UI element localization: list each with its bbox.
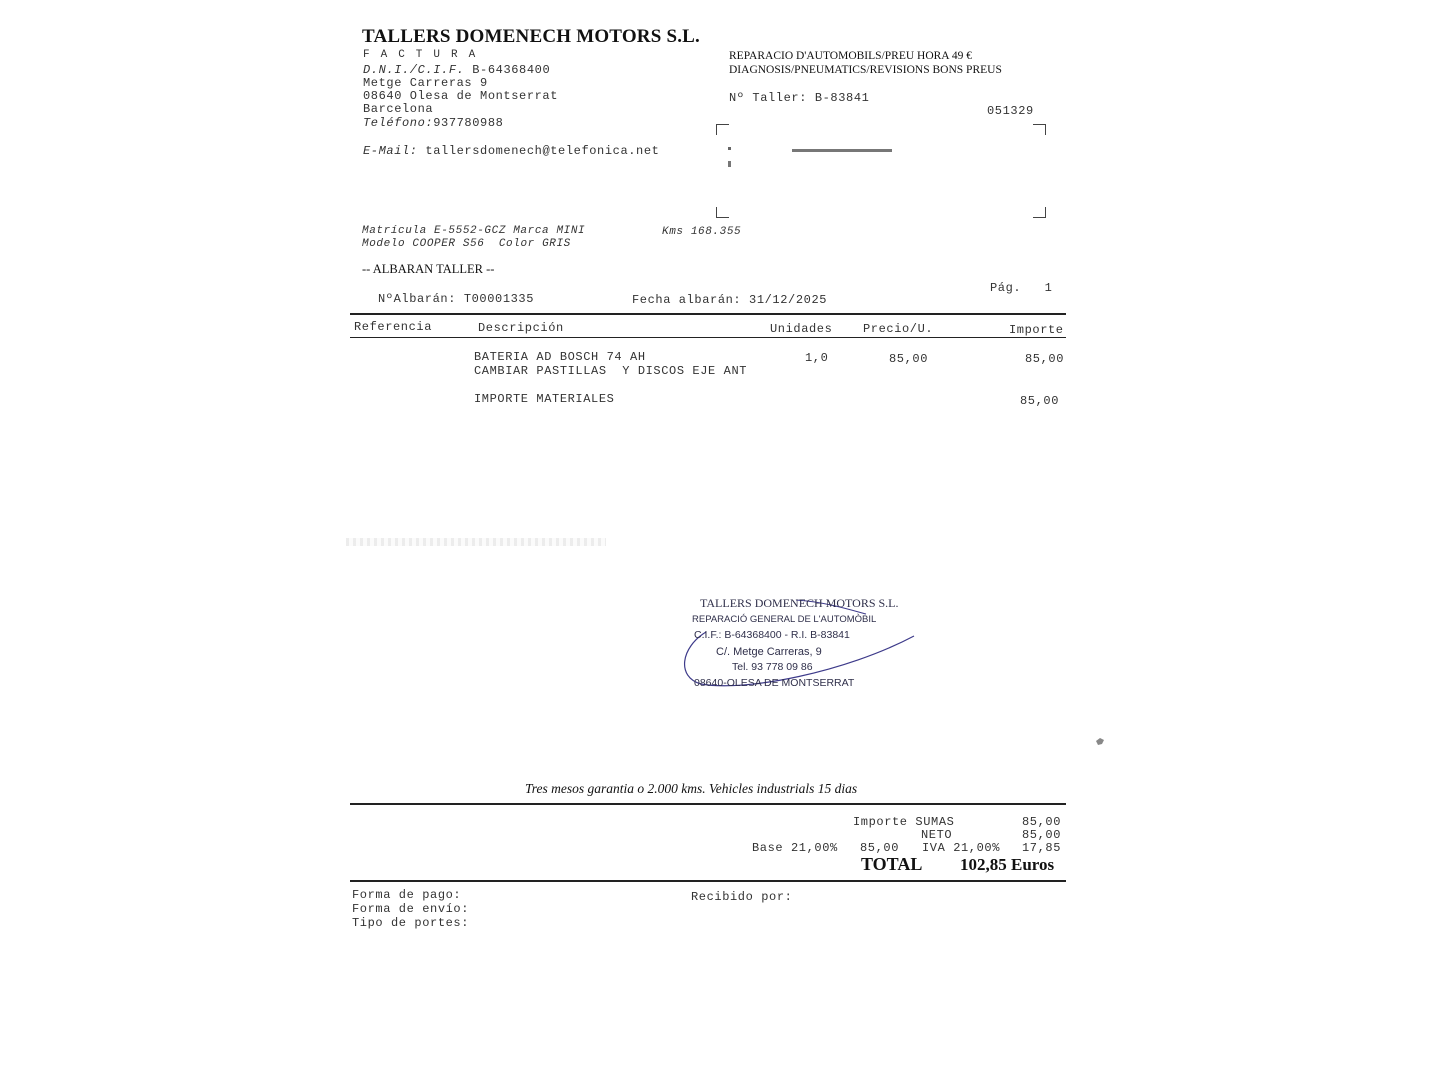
total-label: TOTAL bbox=[861, 854, 923, 874]
brand-label: Marca bbox=[513, 225, 550, 237]
model-label: Modelo bbox=[362, 238, 406, 250]
table-header-rule bbox=[350, 337, 1066, 338]
totals-bottom-rule bbox=[350, 880, 1066, 882]
base-value: 85,00 bbox=[860, 841, 900, 855]
row-precio: 85,00 bbox=[889, 352, 929, 366]
stamp-line-5: Tel. 93 778 09 86 bbox=[732, 661, 813, 673]
col-header-precio: Precio/U. bbox=[863, 322, 934, 336]
iva-label: IVA 21,00% bbox=[922, 841, 1001, 855]
color-value: GRIS bbox=[542, 238, 571, 250]
recibido-label: Recibido por: bbox=[691, 890, 793, 904]
total-value: 102,85 Euros bbox=[960, 855, 1055, 874]
iva-value: 17,85 bbox=[1022, 841, 1062, 855]
company-name: TALLERS DOMENECH MOTORS S.L. bbox=[362, 26, 700, 47]
document-type: FACTURA bbox=[363, 49, 487, 61]
kms-value: 168.355 bbox=[690, 226, 742, 238]
phone-label: Teléfono: bbox=[363, 116, 434, 130]
page-label: Pág. bbox=[990, 281, 1022, 295]
address-line-1: Metge Carreras 9 bbox=[363, 76, 488, 90]
base-label: Base 21,00% bbox=[752, 841, 838, 855]
totals-top-rule bbox=[350, 803, 1066, 805]
phone-value: 937780988 bbox=[433, 116, 504, 130]
stamp-line-6: 08640-OLESA DE MONTSERRAT bbox=[694, 677, 855, 689]
albaran-number-label: NºAlbarán: bbox=[378, 292, 457, 306]
color-label: Color bbox=[498, 238, 535, 250]
email-value: tallersdomenech@telefonica.net bbox=[425, 144, 660, 158]
cif-value: B-64368400 bbox=[472, 63, 551, 77]
kms-label: Kms bbox=[662, 226, 684, 238]
page-value: 1 bbox=[1044, 281, 1053, 295]
address-window-corner-tr bbox=[1033, 124, 1046, 135]
scan-speck bbox=[1076, 716, 1086, 726]
company-stamp bbox=[676, 592, 916, 692]
materials-label: IMPORTE MATERIALES bbox=[474, 392, 615, 406]
stamp-line-2: REPARACIÓ GENERAL DE L'AUTOMÒBIL bbox=[692, 614, 877, 625]
client-code: 051329 bbox=[987, 104, 1034, 118]
table-top-rule bbox=[350, 313, 1066, 315]
address-window-corner-bl bbox=[716, 207, 729, 218]
row-unidades: 1,0 bbox=[805, 351, 829, 365]
taller-line bbox=[729, 91, 869, 105]
taller-value: B-83841 bbox=[814, 91, 870, 105]
redacted-client-address bbox=[728, 147, 898, 155]
email-line bbox=[363, 144, 659, 158]
albaran-date bbox=[632, 293, 827, 307]
stamp-line-4: C/. Metge Carreras, 9 bbox=[716, 646, 822, 658]
plate-value: E-5552-GCZ bbox=[434, 225, 507, 237]
albaran-date-label: Fecha albarán: bbox=[632, 293, 742, 307]
tipo-portes-label: Tipo de portes: bbox=[352, 916, 470, 930]
warranty-note: Tres mesos garantia o 2.000 kms. Vehicles industrials 15 dias bbox=[525, 781, 858, 796]
model-value: COOPER S56 bbox=[412, 238, 485, 250]
cif-label: D.N.I./C.I.F. bbox=[363, 63, 465, 77]
row-importe: 85,00 bbox=[1025, 352, 1065, 366]
row-descripcion: BATERIA AD BOSCH 74 AH bbox=[474, 350, 646, 364]
albaran-number bbox=[378, 292, 534, 306]
address-line-3: Barcelona bbox=[363, 102, 434, 116]
stamp-line-3: C.I.F.: B-64368400 - R.I. B-83841 bbox=[694, 629, 850, 641]
neto-label: NETO bbox=[921, 828, 953, 842]
albaran-section-title: -- ALBARAN TALLER -- bbox=[362, 262, 495, 276]
vehicle-plate-line bbox=[362, 225, 585, 237]
services-line-2: DIAGNOSIS/PNEUMATICS/REVISIONS BONS PREUS bbox=[729, 64, 1002, 76]
address-line-2: 08640 Olesa de Montserrat bbox=[363, 89, 559, 103]
col-header-importe: Importe bbox=[1009, 323, 1064, 337]
col-header-unidades: Unidades bbox=[770, 322, 833, 336]
sumas-value: 85,00 bbox=[1022, 815, 1062, 829]
forma-envio-label: Forma de envío: bbox=[352, 902, 470, 916]
page-indicator bbox=[990, 281, 1052, 295]
col-header-descripcion: Descripción bbox=[478, 321, 564, 335]
brand-value: MINI bbox=[556, 225, 586, 237]
sumas-label: Importe SUMAS bbox=[853, 815, 955, 829]
phone-line bbox=[363, 116, 503, 130]
address-window-corner-br bbox=[1033, 207, 1046, 218]
albaran-number-value: T00001335 bbox=[463, 292, 535, 306]
vehicle-model-line bbox=[362, 238, 571, 250]
scan-artifact bbox=[346, 538, 606, 546]
col-header-referencia: Referencia bbox=[354, 320, 433, 334]
services-line-1: REPARACIO D'AUTOMOBILS/PREU HORA 49 € bbox=[729, 50, 972, 62]
neto-value: 85,00 bbox=[1022, 828, 1062, 842]
plate-label: Matrícula bbox=[362, 225, 427, 237]
forma-pago-label: Forma de pago: bbox=[352, 888, 462, 902]
row-descripcion: CAMBIAR PASTILLAS Y DISCOS EJE ANT bbox=[474, 364, 748, 378]
materials-value: 85,00 bbox=[1020, 394, 1060, 408]
address-window-corner-tl bbox=[716, 124, 729, 135]
taller-label: Nº Taller: bbox=[729, 91, 808, 105]
vehicle-kms bbox=[662, 226, 741, 238]
stamp-line-1: TALLERS DOMENECH MOTORS S.L. bbox=[700, 596, 899, 610]
albaran-date-value: 31/12/2025 bbox=[749, 293, 828, 307]
email-label: E-Mail: bbox=[363, 144, 418, 158]
cif-line bbox=[363, 63, 550, 77]
